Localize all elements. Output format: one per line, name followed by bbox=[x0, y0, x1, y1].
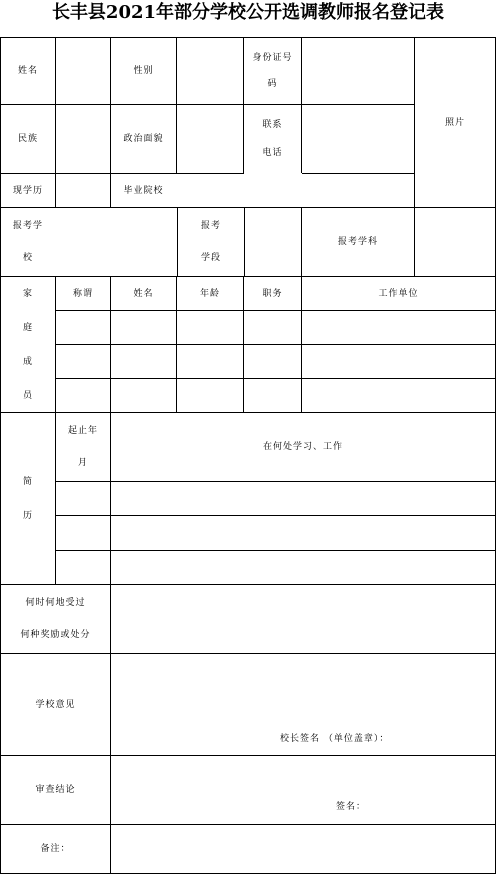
remarks-label: 备注： bbox=[40, 844, 71, 854]
family-side-char-3: 成 bbox=[22, 356, 33, 367]
apply-school-label-line1: 报考学 bbox=[12, 221, 43, 231]
resume-where-header: 在何处学习、工作 bbox=[262, 442, 343, 452]
principal-signature-label: 校长签名 （单位盖章）： bbox=[280, 734, 390, 744]
graduated-school-label: 毕业院校 bbox=[123, 185, 164, 196]
form-title: 长丰县2021年部分学校公开选调教师报名登记表 bbox=[51, 2, 445, 23]
gender-label: 性别 bbox=[133, 66, 154, 76]
education-field[interactable] bbox=[56, 174, 110, 207]
family-header-workplace: 工作单位 bbox=[378, 288, 419, 299]
rewards-label bbox=[1, 585, 110, 653]
contact-phone-label bbox=[244, 105, 301, 173]
family-header-age: 年龄 bbox=[199, 288, 220, 299]
id-number-label bbox=[244, 38, 301, 104]
resume-row-3[interactable] bbox=[56, 551, 495, 584]
apply-school-label bbox=[1, 208, 55, 276]
remarks-field[interactable] bbox=[111, 825, 495, 873]
family-header-position: 职务 bbox=[262, 288, 283, 299]
resume-row-2[interactable] bbox=[56, 516, 495, 550]
apply-level-label-line2: 学段 bbox=[200, 253, 221, 263]
rewards-label-line1: 何时何地受过 bbox=[25, 598, 86, 608]
review-signature-label: 签名： bbox=[336, 802, 367, 812]
resume-period-line1: 起止年 bbox=[67, 426, 98, 436]
political-status-field[interactable] bbox=[177, 105, 243, 173]
political-status-label: 政治面貌 bbox=[123, 134, 164, 144]
family-row-1[interactable] bbox=[56, 311, 495, 344]
resume-period-line2: 月 bbox=[77, 458, 88, 468]
apply-school-field[interactable] bbox=[56, 208, 177, 276]
school-opinion-label: 学校意见 bbox=[35, 699, 76, 710]
family-header-relation: 称谓 bbox=[72, 288, 93, 299]
education-label: 现学历 bbox=[12, 185, 43, 196]
ethnicity-label: 民族 bbox=[17, 134, 38, 144]
family-side-char-1: 家 bbox=[22, 288, 33, 299]
graduated-school-field[interactable] bbox=[177, 174, 414, 207]
ethnicity-field[interactable] bbox=[56, 105, 110, 173]
family-side-char-2: 庭 bbox=[22, 322, 33, 333]
apply-subject-field[interactable] bbox=[415, 208, 495, 276]
review-conclusion-field[interactable] bbox=[111, 756, 495, 824]
name-label: 姓名 bbox=[17, 66, 38, 76]
apply-school-label-line2: 校 bbox=[22, 253, 33, 263]
resume-side-char-2: 历 bbox=[22, 510, 33, 521]
contact-phone-field[interactable] bbox=[302, 105, 414, 173]
contact-phone-label-line2: 电话 bbox=[262, 148, 283, 158]
review-conclusion-label: 审查结论 bbox=[35, 785, 76, 795]
apply-subject-label: 报考学科 bbox=[337, 237, 378, 247]
id-number-label-line1: 身份证号 bbox=[252, 53, 293, 63]
resume-row-1[interactable] bbox=[56, 482, 495, 515]
family-header-name: 姓名 bbox=[133, 288, 154, 299]
apply-level-field[interactable] bbox=[245, 208, 301, 276]
resume-label bbox=[1, 413, 55, 584]
family-members-label bbox=[1, 277, 55, 412]
name-field[interactable] bbox=[56, 38, 110, 104]
resume-period-header bbox=[56, 413, 110, 481]
resume-side-char-1: 简 bbox=[22, 476, 33, 487]
rewards-field[interactable] bbox=[111, 585, 495, 653]
photo-label: 照片 bbox=[444, 117, 465, 128]
contact-phone-label-line1: 联系 bbox=[262, 120, 283, 130]
apply-level-label bbox=[178, 208, 244, 276]
rewards-label-line2: 何种奖励或处分 bbox=[20, 630, 91, 640]
id-number-field[interactable] bbox=[302, 38, 414, 104]
family-row-2[interactable] bbox=[56, 345, 495, 378]
family-side-char-4: 员 bbox=[22, 390, 33, 401]
id-number-label-line2: 码 bbox=[267, 79, 278, 89]
apply-level-label-line1: 报考 bbox=[200, 221, 221, 231]
gender-field[interactable] bbox=[177, 38, 243, 104]
family-row-3[interactable] bbox=[56, 379, 495, 412]
